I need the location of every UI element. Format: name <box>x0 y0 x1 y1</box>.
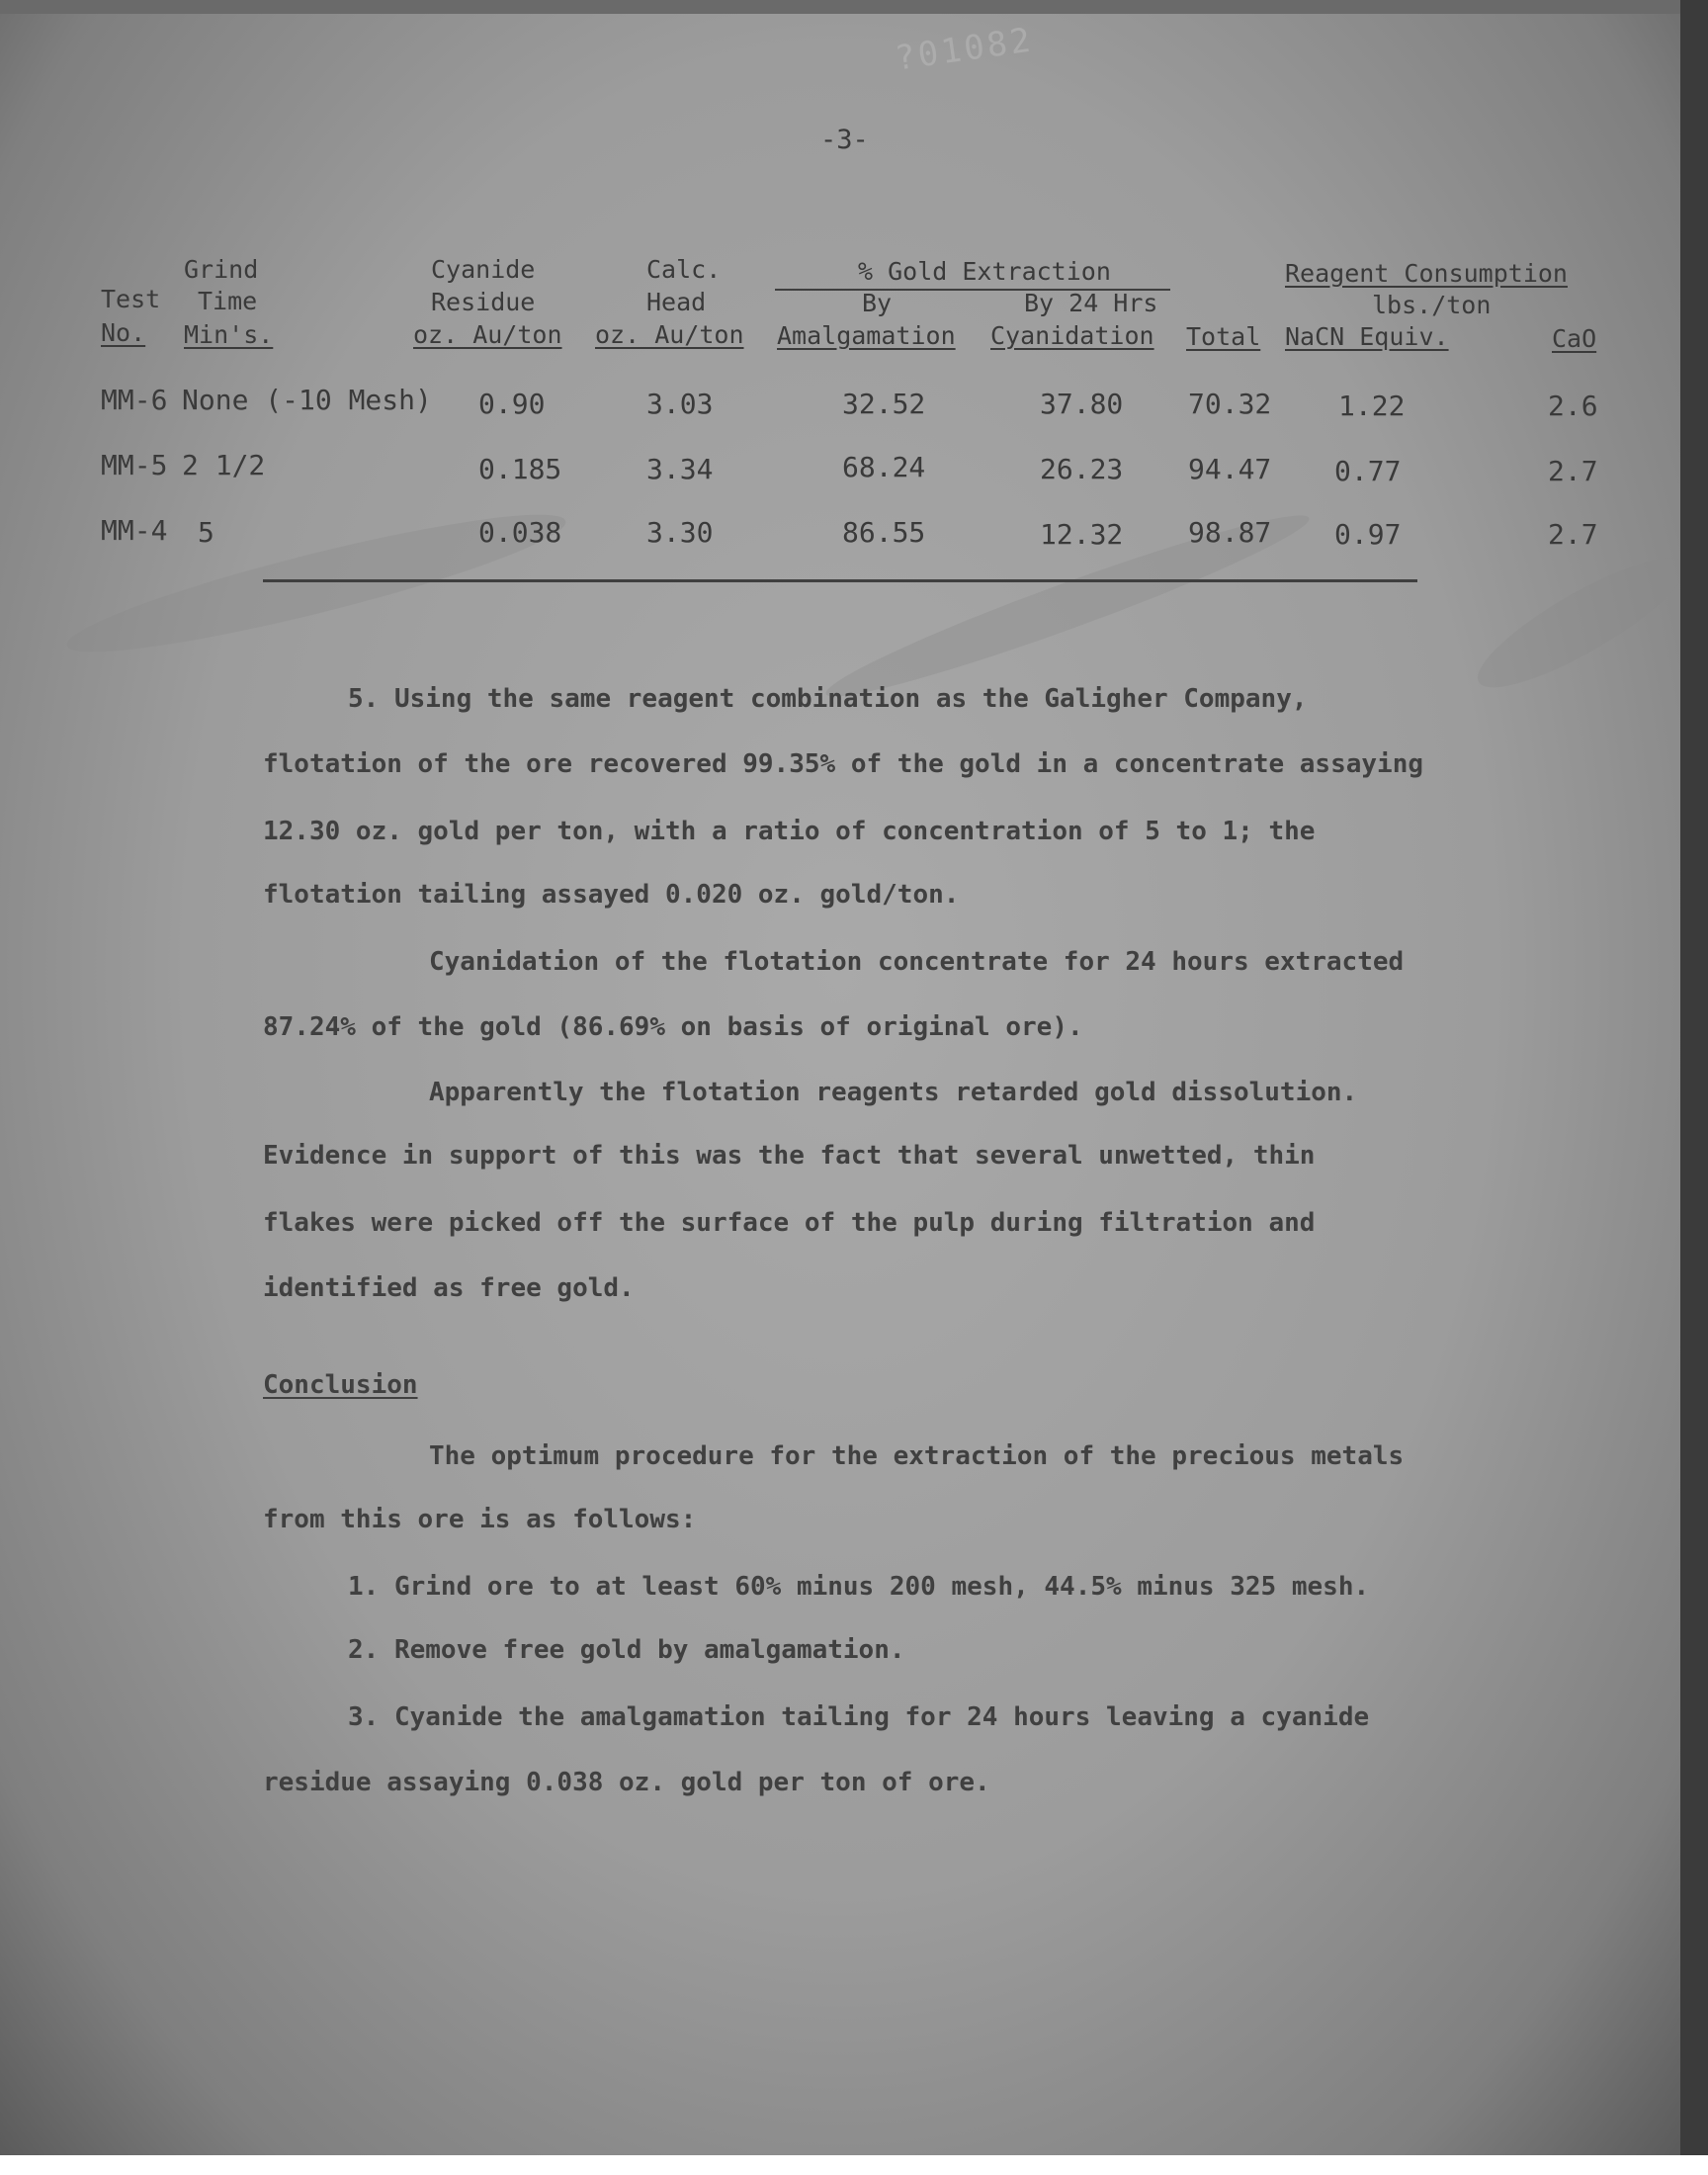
header-lbs-ton: lbs./ton <box>1372 291 1492 319</box>
cell-nacn: 0.77 <box>1334 455 1402 487</box>
paragraph-5-line: 12.30 oz. gold per ton, with a ratio of concentration of 5 to 1; the <box>263 817 1316 846</box>
conclusion-line: The optimum procedure for the extraction of the precious metals <box>429 1441 1405 1471</box>
paragraph-5-line: flotation of the ore recovered 99.35% of the gold in a concentrate assaying <box>263 749 1423 779</box>
cell-test: MM-4 <box>101 514 168 547</box>
stain <box>1464 538 1680 708</box>
cell-cao: 2.6 <box>1548 390 1598 422</box>
header-head-units: oz. Au/ton <box>595 320 744 349</box>
cell-amalgamation: 86.55 <box>842 516 926 549</box>
header-by: By <box>862 289 893 317</box>
archive-stamp: ?01082 <box>892 20 1036 79</box>
cell-grind: 2 1/2 <box>182 449 266 481</box>
cell-head: 3.34 <box>646 453 714 485</box>
header-mins: Min's. <box>184 320 274 349</box>
header-total: Total <box>1186 322 1261 351</box>
step-item-continuation: residue assaying 0.038 oz. gold per ton of ore. <box>263 1768 990 1797</box>
cell-cyanidation: 26.23 <box>1040 453 1124 485</box>
table-bottom-rule <box>263 579 1417 582</box>
page-number: -3- <box>820 125 869 155</box>
conclusion-line: from this ore is as follows: <box>263 1505 697 1534</box>
header-by-24-hrs: By 24 Hrs <box>1024 289 1158 317</box>
cell-cao: 2.7 <box>1548 455 1598 487</box>
cell-total: 70.32 <box>1188 388 1272 420</box>
cell-amalgamation: 68.24 <box>842 451 926 483</box>
paragraph-6-line: Cyanidation of the flotation concentrate for 24 hours extracted <box>429 947 1405 977</box>
paragraph-7-line: identified as free gold. <box>263 1273 635 1303</box>
header-head: Head <box>646 288 707 316</box>
step-item: 1. Grind ore to at least 60% minus 200 mesh, 44.5% minus 325 mesh. <box>348 1572 1370 1602</box>
conclusion-heading: Conclusion <box>263 1370 418 1400</box>
header-cao: CaO <box>1552 324 1597 353</box>
cell-nacn: 0.97 <box>1334 518 1402 551</box>
header-residue: Residue <box>431 288 536 316</box>
header-nacn: NaCN Equiv. <box>1285 322 1449 351</box>
header-gold-extraction: % Gold Extraction <box>858 257 1111 286</box>
scan-bottom-edge <box>0 2155 1708 2175</box>
cell-head: 3.30 <box>646 516 714 549</box>
header-calc: Calc. <box>646 255 722 284</box>
paragraph-6-line: 87.24% of the gold (86.69% on basis of original ore). <box>263 1012 1083 1042</box>
paragraph-7-line: Apparently the flotation reagents retarded gold dissolution. <box>429 1078 1358 1107</box>
cell-residue: 0.185 <box>478 453 562 485</box>
cell-grind: 5 <box>198 516 214 549</box>
header-cyanidation: Cyanidation <box>990 321 1154 350</box>
cell-cyanidation: 12.32 <box>1040 518 1124 551</box>
cell-grind: None (-10 Mesh) <box>182 384 432 416</box>
header-residue-units: oz. Au/ton <box>413 320 562 349</box>
cell-nacn: 1.22 <box>1338 390 1406 422</box>
cell-test: MM-5 <box>101 449 168 481</box>
step-item: 2. Remove free gold by amalgamation. <box>348 1635 905 1665</box>
header-grind: Grind <box>184 255 259 284</box>
cell-cyanidation: 37.80 <box>1040 388 1124 420</box>
cell-amalgamation: 32.52 <box>842 388 926 420</box>
paragraph-7-line: flakes were picked off the surface of the pulp during filtration and <box>263 1208 1316 1238</box>
cell-head: 3.03 <box>646 388 714 420</box>
header-time: Time <box>198 287 258 315</box>
header-test: Test <box>101 285 161 313</box>
header-amalgamation: Amalgamation <box>777 321 956 350</box>
paragraph-7-line: Evidence in support of this was the fact that several unwetted, thin <box>263 1141 1316 1171</box>
step-item: 3. Cyanide the amalgamation tailing for 24 hours leaving a cyanide <box>348 1702 1370 1732</box>
cell-cao: 2.7 <box>1548 518 1598 551</box>
cell-test: MM-6 <box>101 384 168 416</box>
paragraph-5-line: flotation tailing assayed 0.020 oz. gold/ton. <box>263 880 960 910</box>
scan-right-edge <box>1680 0 1708 2175</box>
cell-total: 94.47 <box>1188 453 1272 485</box>
header-cyanide: Cyanide <box>431 255 536 284</box>
header-test-no: No. <box>101 318 146 347</box>
paragraph-5-line: 5. Using the same reagent combination as the Galigher Company, <box>348 684 1308 714</box>
cell-total: 98.87 <box>1188 516 1272 549</box>
header-reagent-consumption: Reagent Consumption <box>1285 259 1568 288</box>
scan-top-edge <box>0 0 1680 14</box>
cell-residue: 0.038 <box>478 516 562 549</box>
cell-residue: 0.90 <box>478 388 546 420</box>
